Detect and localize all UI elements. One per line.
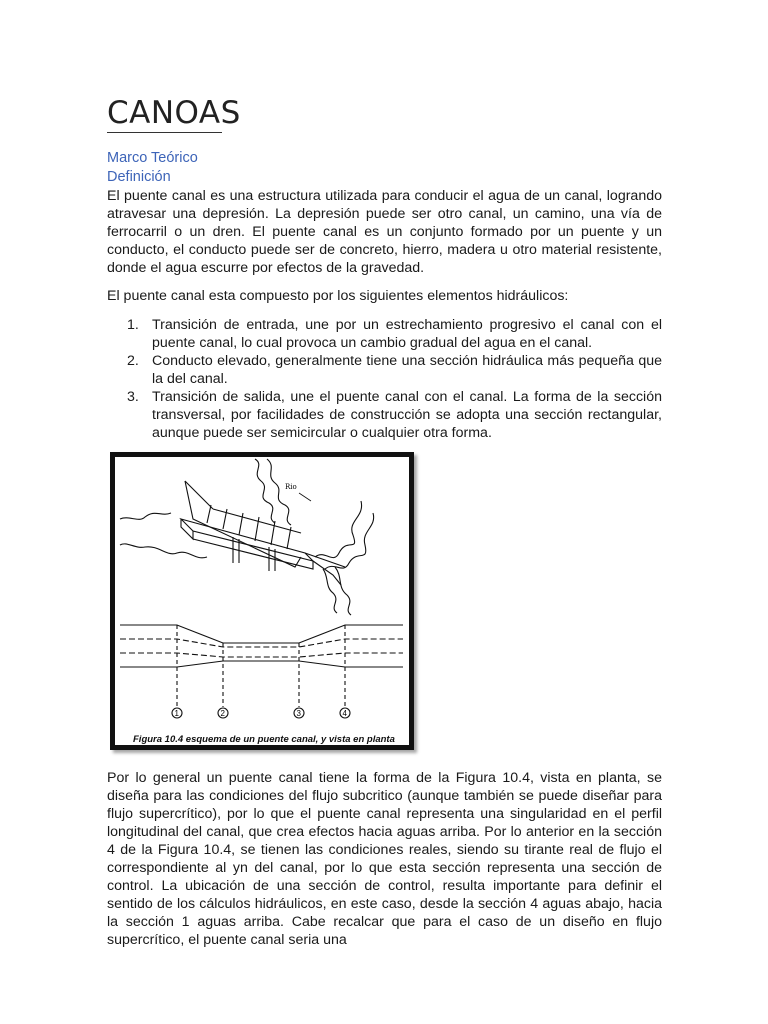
bridge-canal-diagram [115, 457, 409, 745]
list-item-text: Conducto elevado, generalmente tiene una sección hidráulica más pequeña que la del canal. [152, 353, 662, 387]
section-marker-label: 2 [220, 709, 225, 718]
page-title: CANOAS [107, 95, 241, 131]
plan-inner-bottom [120, 653, 403, 657]
list-item [107, 352, 662, 388]
heading-marco-teorico: Marco Teórico [107, 150, 198, 166]
river-bank-right-lower [325, 513, 374, 569]
river-label: Rio [285, 483, 297, 491]
list-item-number: 2. [127, 353, 139, 369]
paragraph-definition: El puente canal es una estructura utilizada para conducir el agua de un canal, logrando atravesar una depresión. La depresión puede ser otro canal, un camino, una vía de ferrocarril o un dren. El puente canal es un conjunto formado por un puente y un conducto, el conducto puede ser de concreto, hierro, madera u otro material resistente, donde el agua escurre por efectos de la gravedad. [107, 188, 662, 276]
river-bank-right-upper [315, 501, 362, 558]
list-item [107, 316, 662, 352]
paragraph-description: Por lo general un puente canal tiene la forma de la Figura 10.4, vista en planta, se diseña para las condiciones del flujo subcritico (aunque también se puede diseñar para flujo supercrítico), por lo que el puente canal representa una singularidad en el perfil longitudinal del canal, que crea efectos hacia aguas arriba. Por lo anterior en la sección 4 de la Figura 10.4, se tienen las condiciones reales, siendo su tirante real de flujo el correspondiente al yn del canal, por lo que esta sección representa una sección de control. La ubicación de una sección de control, resulta importante para definir el sentido de los cálculos hidráulicos, en este caso, desde la sección 4 aguas abajo, hacia la sección 1 aguas arriba. Cabe recalcar que para el caso de un diseño en flujo supercrítico, el puente canal seria una [107, 770, 662, 948]
river-bank-top-right [267, 459, 291, 525]
list-item [107, 388, 662, 442]
left-bank-upper [120, 513, 171, 519]
river-arrow [299, 493, 311, 501]
plan-bottom-edge [120, 661, 403, 667]
list-item-number: 1. [127, 317, 139, 333]
transition-entry-wall [185, 481, 213, 509]
elements-list [107, 316, 662, 442]
river-bank-bottom-left [323, 569, 337, 613]
left-bank-lower [120, 544, 207, 558]
section-lines [177, 625, 345, 707]
paragraph-elements-intro: El puente canal esta compuesto por los siguientes elementos hidráulicos: [107, 288, 569, 304]
river-bank-top-left [255, 459, 275, 523]
figure-caption: Figura 10.4 esquema de un puente canal, y vista en planta [133, 734, 395, 745]
plan-top-edge [120, 625, 403, 643]
heading-definicion: Definición [107, 169, 171, 185]
section-marker-label: 4 [342, 709, 347, 718]
list-item-text: Transición de salida, une el puente canal con el canal. La forma de la sección transversal, por facilidades de construcción se adopta una sección rectangular, aunque puede ser semicircular o cualquier otra forma. [152, 389, 662, 441]
figure-puente-canal [110, 452, 414, 750]
bridge-deck-underside [193, 539, 313, 569]
section-marker-label: 1 [174, 709, 179, 718]
title-underline [107, 132, 222, 133]
plan-view [120, 625, 403, 718]
bridge-deck [181, 519, 313, 561]
list-item-text: Transición de entrada, une por un estrechamiento progresivo el canal con el puente canal, lo cual provoca un cambio gradual del agua en el canal. [152, 317, 662, 351]
list-item-number: 3. [127, 389, 139, 405]
section-marker-label: 3 [296, 709, 301, 718]
river-bank-bottom-right [335, 567, 351, 615]
